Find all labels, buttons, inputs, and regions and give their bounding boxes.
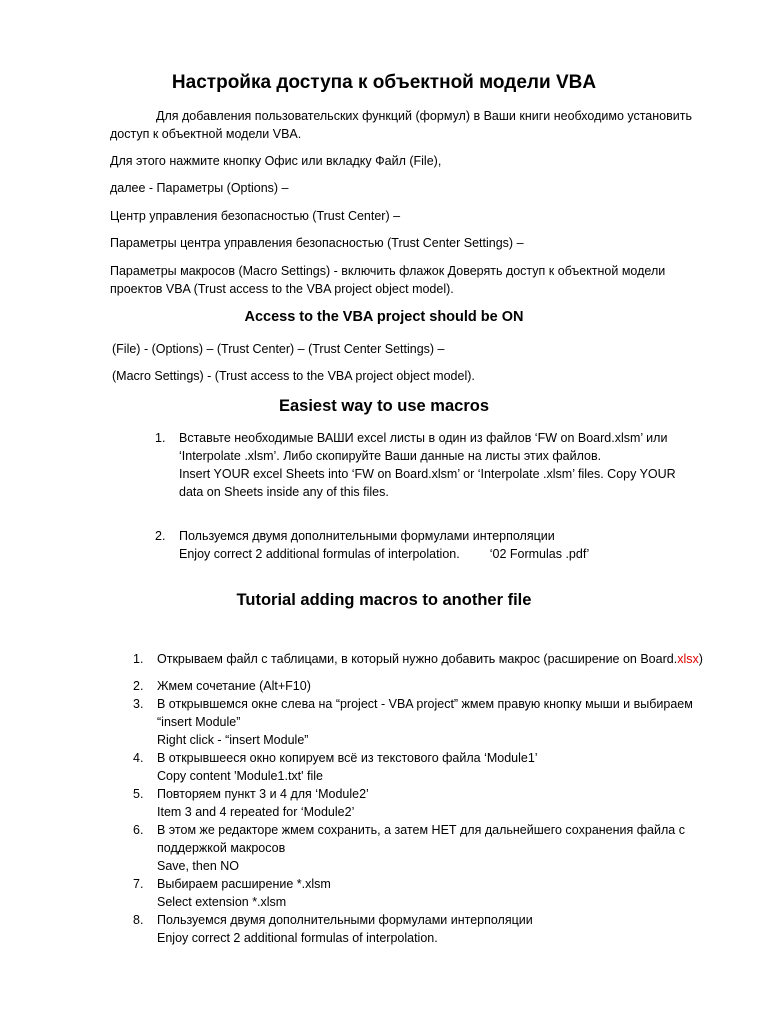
list-item-number: 6. xyxy=(133,823,144,837)
access-line-1: (File) - (Options) – (Trust Center) – (Trust Center Settings) – xyxy=(112,342,445,356)
list-item xyxy=(133,650,713,668)
intro-paragraph-1: Для добавления пользовательских функций (формул) в Ваши книги необходимо установить доступ к объектной модели VBA. xyxy=(110,109,692,141)
list-item-text-en: Select extension *.xlsm xyxy=(157,895,287,909)
list-item-en-text: Enjoy correct 2 additional formulas of interpolation. xyxy=(179,547,460,561)
list-item xyxy=(133,821,713,875)
list-item-number: 2. xyxy=(155,529,166,543)
list-item-number: 1. xyxy=(133,652,144,666)
easiest-list-2 xyxy=(155,527,715,563)
list-item-text-ru: Вставьте необходимые ВАШИ excel листы в один из файлов ‘FW on Board.xlsm’ или ‘Interpolate .xlsm’. Либо скопируйте Ваши данные на листы этих файлов. xyxy=(179,431,668,463)
easiest-heading: Easiest way to use macros xyxy=(278,397,490,415)
list-item-text: Жмем сочетание (Alt+F10) xyxy=(157,679,311,693)
list-item-text: В открывшемся окне слева на “project - VBA project” жмем правую кнопку мыши и выбираем “insert Module” xyxy=(157,697,693,729)
file-extension-xlsx: xlsx xyxy=(677,652,699,666)
list-item-text-part: Открываем файл с таблицами, в который нужно добавить макрос (расширение on Board. xyxy=(157,652,678,666)
access-line-2: (Macro Settings) - (Trust access to the VBA project object model). xyxy=(112,369,475,383)
list-item-text-en: Enjoy correct 2 additional formulas of interpolation. xyxy=(157,931,438,945)
list-item-text-en xyxy=(179,545,715,563)
easiest-list xyxy=(155,429,695,501)
list-item-text: В открывшееся окно копируем всё из текстового файла ‘Module1’ xyxy=(157,751,538,765)
list-item-number: 4. xyxy=(133,751,144,765)
intro-paragraph-3: далее - Параметры (Options) – xyxy=(110,181,289,195)
pdf-file-reference: ‘02 Formulas .pdf’ xyxy=(489,547,590,561)
access-heading: Access to the VBA project should be ON xyxy=(244,309,524,325)
tutorial-list xyxy=(133,650,713,947)
list-item-text xyxy=(157,650,713,668)
list-item xyxy=(133,749,713,785)
list-item-text-en: Insert YOUR excel Sheets into ‘FW on Board.xlsm’ or ‘Interpolate .xlsm’ files. Copy YOUR data on Sheets inside any of this files. xyxy=(179,467,676,499)
list-item-text: В этом же редакторе жмем сохранить, а затем НЕТ для дальнейшего сохранения файла с поддержкой макросов xyxy=(157,823,685,855)
list-item-number: 8. xyxy=(133,913,144,927)
tutorial-heading: Tutorial adding macros to another file xyxy=(236,591,532,609)
list-item xyxy=(133,785,713,821)
list-item-text-en: Right click - “insert Module” xyxy=(157,733,309,747)
intro-paragraph-6: Параметры макросов (Macro Settings) - включить флажок Доверять доступ к объектной модели проектов VBA (Trust access to the VBA project object model). xyxy=(110,264,666,296)
list-item-number: 1. xyxy=(155,431,166,445)
list-item xyxy=(133,875,713,911)
list-item xyxy=(155,429,695,501)
list-item xyxy=(133,677,713,695)
list-item-text: Повторяем пункт 3 и 4 для ‘Module2’ xyxy=(157,787,369,801)
list-item xyxy=(133,911,713,947)
list-item-number: 7. xyxy=(133,877,144,891)
list-item-text-ru: Пользуемся двумя дополнительными формулами интерполяции xyxy=(179,529,555,543)
list-item-text-en: Copy content 'Module1.txt' file xyxy=(157,769,323,783)
list-item-text-en: Item 3 and 4 repeated for ‘Module2’ xyxy=(157,805,355,819)
intro-paragraph-4: Центр управления безопасностью (Trust Center) – xyxy=(110,209,401,223)
list-item-text-part: ) xyxy=(698,652,703,666)
list-item-number: 5. xyxy=(133,787,144,801)
list-item xyxy=(155,527,715,563)
list-item-text-en: Save, then NO xyxy=(157,859,239,873)
list-item-text: Выбираем расширение *.xlsm xyxy=(157,877,331,891)
list-item-number: 3. xyxy=(133,697,144,711)
list-item-number: 2. xyxy=(133,679,144,693)
list-item-text: Пользуемся двумя дополнительными формулами интерполяции xyxy=(157,913,533,927)
intro-paragraph-5: Параметры центра управления безопасностью (Trust Center Settings) – xyxy=(110,236,524,250)
intro-paragraph-2: Для этого нажмите кнопку Офис или вкладку Файл (File), xyxy=(110,154,442,168)
page-title: Настройка доступа к объектной модели VBA xyxy=(171,72,597,93)
list-item xyxy=(133,695,713,749)
